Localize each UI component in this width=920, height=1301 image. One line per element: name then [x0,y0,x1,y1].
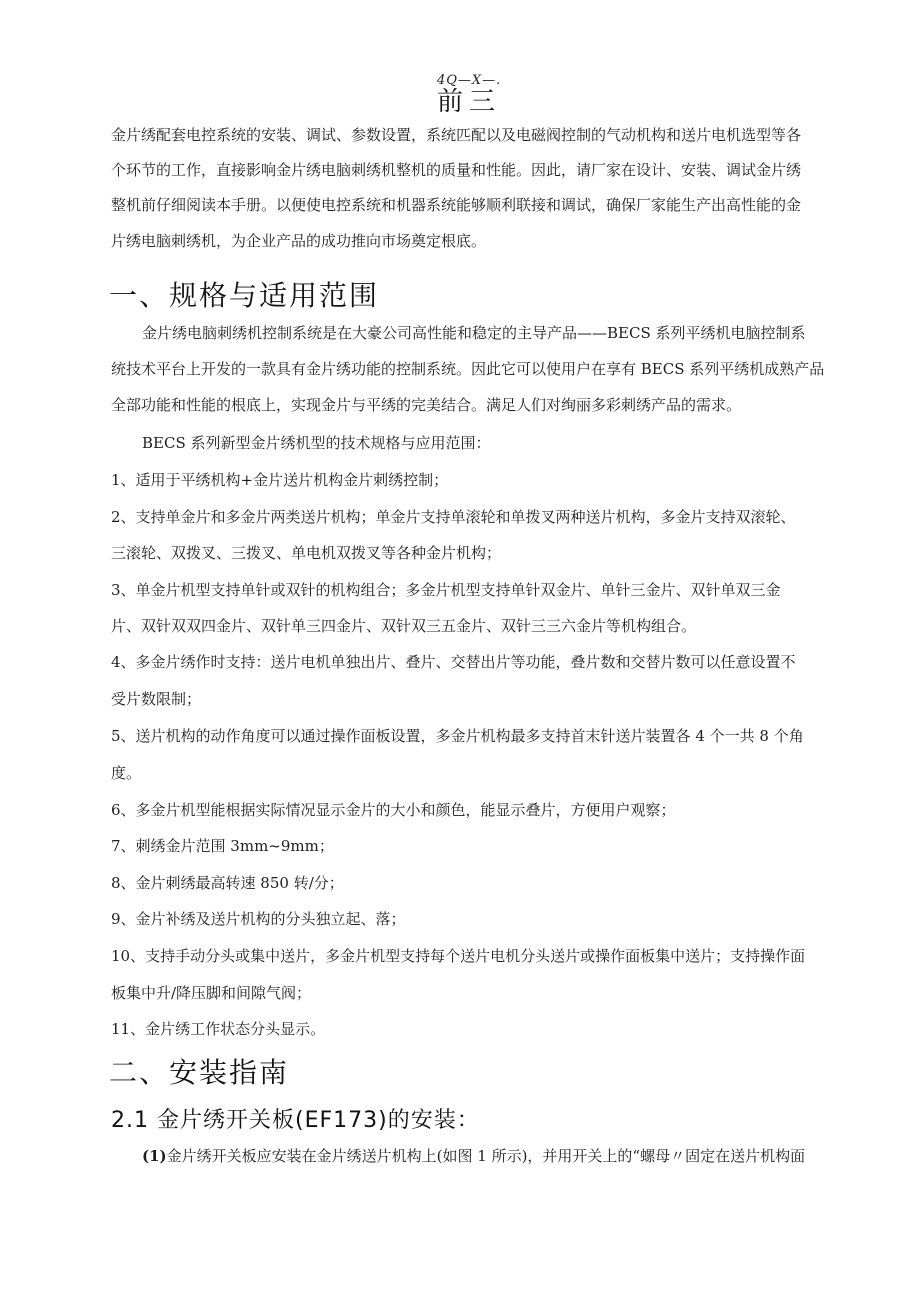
header-scribble: 4Q—X—. [437,73,502,88]
spec-item: 片、双针双双四金片、双针单三四金片、双针双三五金片、双针三三六金片等机构组合。 [111,617,697,635]
spec-item: 度。 [111,764,142,782]
spec-item: 1、适用于平绣机构+金片送片机构金片刺绣控制； [111,471,449,489]
preface-line: 个环节的工作，直接影响金片绣电脑刺绣机整机的质量和性能。因此，请厂家在设计、安装、调试金片绣 [111,161,802,179]
spec-intro: BECS 系列新型金片绣机型的技术规格与应用范围： [142,434,491,452]
spec-item: 板集中升/降压脚和间隙气阀； [111,984,312,1002]
spec-item: 10、支持手动分头或集中送片，多金片机型支持每个送片电机分头送片或操作面板集中送片；支持操作面 [111,947,806,965]
paragraph-text: 金片绣开关板应安装在金片绣送片机构上(如图 1 所示)，并用开关上的“螺母〃固定在送片机构面 [166,1147,806,1165]
spec-item: 9、金片补绣及送片机构的分头独立起、落； [111,910,406,928]
spec-item: 6、多金片机型能根据实际情况显示金片的大小和颜色，能显示叠片，方便用户观察； [111,801,676,819]
preface-line: 整机前仔细阅读本手册。以便使电控系统和机器系统能够顺利联接和调试，确保厂家能生产出高性能的金 [111,196,802,214]
section2-paragraph [142,1146,805,1166]
section1-intro-line: 全部功能和性能的根底上，实现金片与平绣的完美结合。满足人们对绚丽多彩刺绣产品的需求。 [111,396,742,414]
spec-item: 4、多金片绣作时支持：送片电机单独出片、叠片、交替出片等功能，叠片数和交替片数可以任意设置不 [111,653,796,671]
spec-item: 三滚轮、双拨叉、三拨叉、单电机双拨叉等各种金片机构； [111,544,502,562]
spec-item: 2、支持单金片和多金片两类送片机构；单金片支持单滚轮和单拨叉两种送片机构，多金片支持双滚轮、 [111,508,796,526]
section2-subheading: 2.1 金片绣开关板(EF173)的安装： [111,1108,480,1133]
section1-intro-line: 金片绣电脑刺绣机控制系统是在大豪公司高性能和稳定的主导产品——BECS 系列平绣机电脑控制系 [142,324,806,342]
spec-item: 受片数限制； [111,690,202,708]
section1-intro-line: 统技术平台上开发的一款具有金片绣功能的控制系统。因此它可以使用户在享有 BECS 系列平绣机成熟产品 [111,360,825,378]
preface-line: 片绣电脑刺绣机，为企业产品的成功推向市场奠定根底。 [111,232,487,250]
page-title: 前三 [437,87,502,117]
paragraph-marker: (1) [142,1147,167,1165]
spec-item: 11、金片绣工作状态分头显示。 [111,1020,326,1038]
section1-heading: 一、规格与适用范围 [109,279,380,312]
section2-heading: 二、安装指南 [109,1056,290,1089]
spec-item: 5、送片机构的动作角度可以通过操作面板设置，多金片机构最多支持首末针送片装置各 4 个一共 8 个角 [111,727,804,745]
spec-item: 3、单金片机型支持单针或双针的机构组合；多金片机型支持单针双金片、单针三金片、双针单双三金 [111,581,781,599]
preface-line: 金片绣配套电控系统的安装、调试、参数设置，系统匹配以及电磁阀控制的气动机构和送片电机选型等各 [111,126,802,144]
spec-item: 8、金片刺绣最高转速 850 转/分； [111,874,344,892]
spec-item: 7、刺绣金片范围 3mm~9mm； [111,837,334,855]
